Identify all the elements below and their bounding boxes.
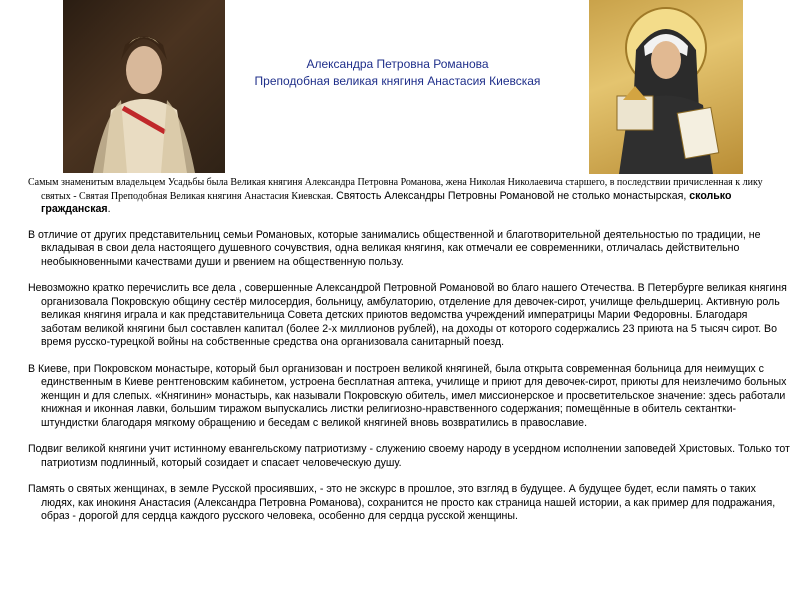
left-portrait-image xyxy=(63,0,225,173)
paragraph-1 xyxy=(28,176,790,217)
page-title xyxy=(210,56,585,90)
paragraph-6: Память о святых женщинах, в земле Русской просиявших, - это не экскурс в прошлое, это взгляд в будущее. А будущее будет, если память о таких людях, как инокиня Анастасия (Александра Петровна Романова), сохранится не просто как страница нашей истории, а как пример для подражания, образ - дорогой для сердца каждого русского человека, особенно для сердца русской женщины. xyxy=(28,483,776,522)
paragraph-1-emphasis: сколько гражданская xyxy=(41,189,732,215)
title-line-2: Преподобная великая княгиня Анастасия Киевская xyxy=(254,74,541,88)
right-icon-image xyxy=(589,0,743,174)
paragraph-1-text: Святость Александры Петровны Романовой не столько монастырская, xyxy=(333,189,690,202)
paragraph-1-intro: Самым знаменитым владельцем Усадьбы была Великая княгиня Александра Петровна Романова, жена Николая Николаевича старшего, в последствии причисленная к лику святых - Святая Преподобная Великая княгиня Анастасия Киевская. xyxy=(28,177,763,202)
paragraph-3: Невозможно кратко перечислить все дела , совершенные Александрой Петровной Романовой во благо нашего Отечества. В Петербурге великая княгиня организовала Покровскую общину сестёр милосердия, больницу, амбулаторию, отделение для девочек-сирот, училище фельдшериц. Активную роль великая княгиня играла и как представительница Совета детских приютов ведомства учреждений императрицы Марии Федоровны. Благодаря заботам великой княгини был составлен капитал (более 2-х миллионов рублей), на доходы от которого содержались 23 приюта на 5 тысяч сирот. Во время русско-турецкой войны на собственные средства она организовала санитарный поезд. xyxy=(28,282,787,348)
paragraph-5: Подвиг великой княгини учит истинному евангельскому патриотизму - служению своему народу в усердном исполнении заповедей Христовых. Только тот патриотизм подлинный, который созидает и спасает человеческую душу. xyxy=(28,443,790,469)
paragraph-2: В отличие от других представительниц семьи Романовых, которые занимались общественной и благотворительной деятельностью по традиции, не вкладывая в свои дела настоящего душевного сочувствия, одна великая княгиня, как отмечали ее современники, отличалась действительно необыкновенными качествами души и рвением на общественную пользу. xyxy=(28,228,761,268)
title-line-1: Александра Петровна Романова xyxy=(306,57,489,71)
portrait-painting-icon xyxy=(63,0,225,173)
article-body xyxy=(28,176,790,537)
paragraph-1-end: . xyxy=(107,203,111,215)
paragraph-4: В Киеве, при Покровском монастыре, который был организован и построен великой княгиней, была открыта современная больница для неимущих с единственным в Киеве рентгеновским кабинетом, устроена бесплатная аптека, училище и приют для девочек-сирот, приюты для неизлечимо больных женщин и для слепых. «Княгинин» монастырь, как называли Покровскую обитель, имел миссионерское и просветительское значение: здесь работали книжная и иконная лавки, большим тиражом выпускались листки религиозно-нравственного содержания; помещённые в обитель сектантки-штундистки благодаря мягкому обращению и беседам с великой княгиней вновь возвратились в православие. xyxy=(28,362,787,429)
orthodox-icon-icon xyxy=(589,0,743,174)
